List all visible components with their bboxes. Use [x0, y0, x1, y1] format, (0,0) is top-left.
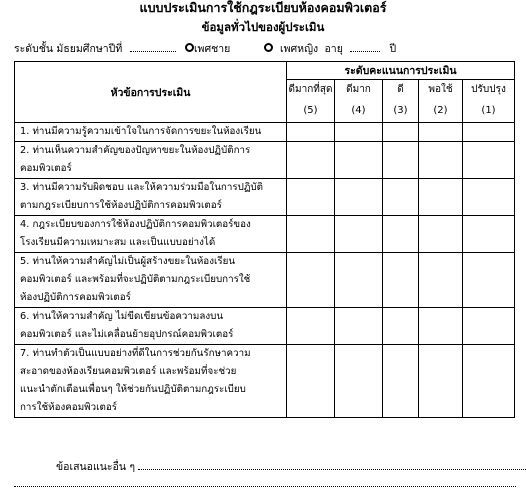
item-line: 1. ท่านมีความรู้ความเข้าใจในการจัดการขยะในห้องเรียน	[20, 126, 262, 137]
item-line: ตามกฎระเบียบการใช้ห้องปฏิบัติการคอมพิวเตอร์	[20, 200, 222, 211]
suggestion-field-line[interactable]	[14, 486, 516, 487]
rating-cell[interactable]	[463, 179, 515, 216]
form-title: แบบประเมินการใช้กฎระเบียบห้องคอมพิวเตอร์	[139, 0, 387, 15]
level-label: ดีมาก	[346, 84, 371, 95]
item-line: 7. ท่านทำตัวเป็นแบบอย่างที่ดีในการช่วยกันรักษาความ	[20, 348, 251, 359]
male-radio-icon[interactable]	[185, 43, 194, 52]
level-label: ดีมากที่สุด	[288, 84, 333, 95]
item-line: สะอาดของห้องเรียนคอมพิวเตอร์ และพร้อมที่จะช่วย	[20, 366, 237, 377]
rating-cell[interactable]	[335, 179, 383, 216]
rating-cell[interactable]	[287, 345, 335, 418]
suggestion-label: ข้อเสนอแนะอื่น ๆ	[56, 461, 136, 473]
suggestion-row	[56, 458, 526, 475]
rating-cell[interactable]	[463, 345, 515, 418]
item-text	[15, 253, 287, 308]
level-header	[419, 80, 463, 123]
item-line: คอมพิวเตอร์ และพร้อมที่จะปฏิบัติตามกฎระเบียบการใช้	[20, 274, 251, 285]
rating-cell[interactable]	[463, 216, 515, 253]
rating-cell[interactable]	[335, 308, 383, 345]
item-text	[15, 123, 287, 142]
level-score: (4)	[351, 105, 366, 116]
rating-cell[interactable]	[419, 345, 463, 418]
rating-cell[interactable]	[383, 123, 419, 142]
item-line: 2. ท่านเห็นความสำคัญของปัญหาขยะในห้องปฏิบัติการ	[20, 145, 251, 156]
table-row	[15, 179, 515, 216]
rating-cell[interactable]	[419, 216, 463, 253]
rating-cell[interactable]	[335, 345, 383, 418]
table-row	[15, 123, 515, 142]
rating-cell[interactable]	[383, 179, 419, 216]
item-line: 4. กฎระเบียบของการใช้ห้องปฏิบัติการคอมพิวเตอร์ของ	[20, 219, 251, 230]
rating-cell[interactable]	[419, 308, 463, 345]
item-line: 6. ท่านให้ความสำคัญ ไม่ขีดเขียนข้อความลงบน	[20, 311, 224, 322]
table-row	[15, 345, 515, 418]
table-row	[15, 142, 515, 179]
rating-cell[interactable]	[383, 216, 419, 253]
item-line: แนะนำตักเตือนเพื่อนๆ ให้ช่วยกันปฏิบัติตามกฎระเบียบ	[20, 384, 246, 395]
rating-cell[interactable]	[335, 123, 383, 142]
rating-cell[interactable]	[419, 179, 463, 216]
grade-label: ระดับชั้น มัธยมศึกษาปีที่	[14, 43, 123, 55]
rating-cell[interactable]	[419, 253, 463, 308]
item-line: การใช้ห้องคอมพิวเตอร์	[20, 402, 117, 413]
level-score: (5)	[303, 105, 318, 116]
level-label: พอใช้	[428, 84, 453, 95]
male-label: เพศชาย	[193, 43, 231, 55]
item-text	[15, 345, 287, 418]
rating-cell[interactable]	[335, 216, 383, 253]
rating-cell[interactable]	[419, 142, 463, 179]
rating-cell[interactable]	[383, 308, 419, 345]
rating-cell[interactable]	[463, 142, 515, 179]
suggestion-field[interactable]	[138, 458, 526, 470]
rating-cell[interactable]	[463, 308, 515, 345]
item-line: 5. ท่านให้ความสำคัญไม่เป็นผู้สร้างขยะในห้องเรียน	[20, 256, 236, 267]
level-header	[463, 80, 515, 123]
rating-cell[interactable]	[463, 123, 515, 142]
evaluation-table	[14, 61, 515, 418]
item-line: โรงเรียนมีความเหมาะสม และเป็นแบบอย่างได้	[20, 237, 216, 248]
rating-cell[interactable]	[287, 123, 335, 142]
rating-cell[interactable]	[335, 253, 383, 308]
level-label: ปรับปรุง	[471, 84, 506, 95]
year-label: ปี	[389, 43, 397, 55]
table-row	[15, 253, 515, 308]
item-line: 3. ท่านมีความรับผิดชอบ และให้ความร่วมมือในการปฏิบัติ	[20, 182, 263, 193]
table-row	[15, 216, 515, 253]
rating-cell[interactable]	[287, 308, 335, 345]
item-line: คอมพิวเตอร์ และไม่เคลื่อนย้ายอุปกรณ์คอมพิวเตอร์	[20, 329, 234, 340]
rating-cell[interactable]	[287, 253, 335, 308]
topic-header: หัวข้อการประเมิน	[15, 62, 287, 123]
item-text	[15, 179, 287, 216]
level-header	[287, 80, 335, 123]
rating-cell[interactable]	[287, 179, 335, 216]
rating-cell[interactable]	[383, 253, 419, 308]
item-line: คอมพิวเตอร์	[20, 163, 72, 174]
rating-cell[interactable]	[287, 142, 335, 179]
level-score: (2)	[433, 105, 448, 116]
respondent-info	[14, 40, 396, 57]
rating-cell[interactable]	[419, 123, 463, 142]
rating-cell[interactable]	[383, 142, 419, 179]
form-subtitle: ข้อมูลทั่วไปของผู้ประเมิน	[201, 20, 325, 34]
level-score: (1)	[481, 105, 496, 116]
female-label: เพศหญิง	[279, 43, 319, 55]
item-text	[15, 216, 287, 253]
score-header: ระดับคะแนนการประเมิน	[287, 62, 515, 80]
age-label: อายุ	[324, 43, 343, 55]
rating-cell[interactable]	[463, 253, 515, 308]
grade-field[interactable]	[130, 40, 176, 52]
item-line: ห้องปฏิบัติการคอมพิวเตอร์	[20, 292, 131, 303]
item-text	[15, 308, 287, 345]
age-field[interactable]	[350, 40, 380, 52]
level-score: (3)	[393, 105, 408, 116]
level-header	[383, 80, 419, 123]
rating-cell[interactable]	[335, 142, 383, 179]
rating-cell[interactable]	[383, 345, 419, 418]
table-row	[15, 308, 515, 345]
rating-cell[interactable]	[287, 216, 335, 253]
level-header	[335, 80, 383, 123]
item-text	[15, 142, 287, 179]
level-label: ดี	[397, 84, 404, 95]
female-radio-icon[interactable]	[264, 43, 273, 52]
